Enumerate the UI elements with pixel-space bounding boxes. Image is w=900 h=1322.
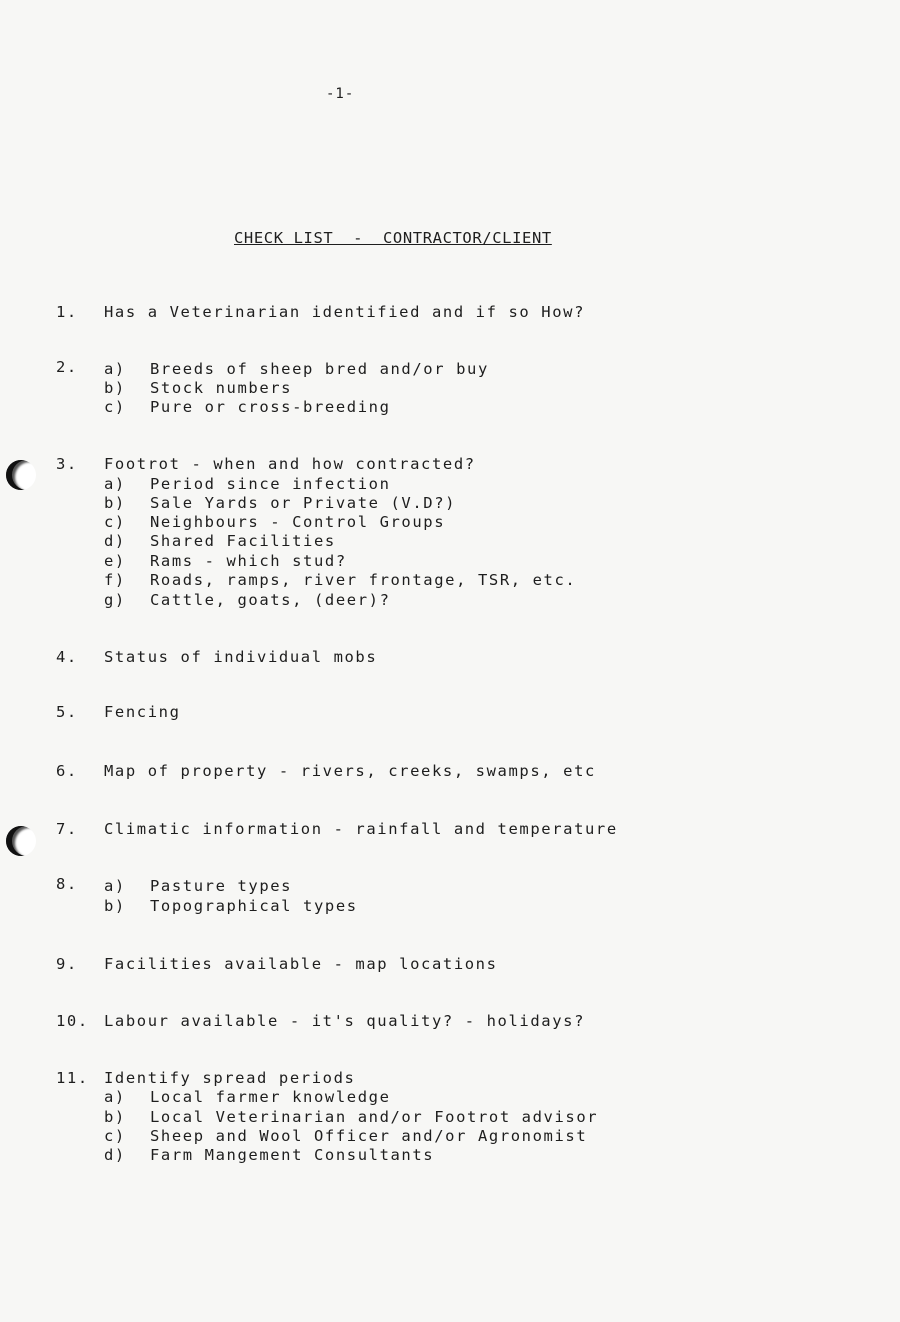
item-number: 7.: [56, 820, 78, 838]
item-number: 5.: [56, 703, 78, 721]
sub-item-letter: b): [104, 379, 126, 397]
sub-item-text: Cattle, goats, (deer)?: [150, 591, 391, 609]
sub-item-text: Sheep and Wool Officer and/or Agronomist: [150, 1127, 588, 1145]
sub-item-text: Local farmer knowledge: [150, 1088, 391, 1106]
sub-item-text: Stock numbers: [150, 379, 293, 397]
item-text: Facilities available - map locations: [104, 955, 498, 973]
sub-item-letter: a): [104, 877, 126, 895]
sub-item-text: Shared Facilities: [150, 532, 336, 550]
sub-item-letter: c): [104, 513, 126, 531]
sub-item-text: Period since infection: [150, 475, 391, 493]
sub-item-text: Rams - which stud?: [150, 552, 347, 570]
sub-item-8a: [104, 877, 292, 895]
sub-item-11b: [104, 1108, 598, 1126]
sub-item-letter: a): [104, 475, 126, 493]
item-number: 11.: [56, 1069, 89, 1087]
sub-item-11a: [104, 1088, 391, 1106]
sub-item-letter: a): [104, 1088, 126, 1106]
sub-item-letter: a): [104, 360, 126, 378]
item-number: 3.: [56, 455, 78, 473]
item-number: 4.: [56, 648, 78, 666]
item-number: 10.: [56, 1012, 89, 1030]
sub-item-text: Local Veterinarian and/or Footrot advisor: [150, 1108, 599, 1126]
sub-item-letter: d): [104, 1146, 126, 1164]
sub-item-letter: b): [104, 494, 126, 512]
sub-item-3g: [104, 591, 391, 609]
document-title: CHECK LIST - CONTRACTOR/CLIENT: [234, 229, 552, 247]
punch-hole-bottom: [6, 826, 36, 856]
sub-item-text: Roads, ramps, river frontage, TSR, etc.: [150, 571, 577, 589]
item-text: Climatic information - rainfall and temperature: [104, 820, 618, 838]
sub-item-letter: c): [104, 398, 126, 416]
item-number: 2.: [56, 358, 78, 376]
sub-item-text: Topographical types: [150, 897, 358, 915]
sub-item-2a: [104, 360, 489, 378]
sub-item-text: Pure or cross-breeding: [150, 398, 391, 416]
sub-item-3a: [104, 475, 391, 493]
sub-item-2c: [104, 398, 391, 416]
item-text: Labour available - it's quality? - holidays?: [104, 1012, 585, 1030]
item-number: 1.: [56, 303, 78, 321]
sub-item-text: Breeds of sheep bred and/or buy: [150, 360, 489, 378]
sub-item-text: Farm Mangement Consultants: [150, 1146, 435, 1164]
page-number: -1-: [326, 86, 355, 102]
item-text: Status of individual mobs: [104, 648, 378, 666]
sub-item-3f: [104, 571, 576, 589]
sub-item-3e: [104, 552, 347, 570]
sub-item-3b: [104, 494, 456, 512]
item-text: Map of property - rivers, creeks, swamps, etc: [104, 762, 596, 780]
item-number: 6.: [56, 762, 78, 780]
sub-item-8b: [104, 897, 358, 915]
sub-item-3d: [104, 532, 336, 550]
sub-item-letter: e): [104, 552, 126, 570]
item-number: 8.: [56, 875, 78, 893]
item-number: 9.: [56, 955, 78, 973]
item-text: Fencing: [104, 703, 181, 721]
sub-item-letter: c): [104, 1127, 126, 1145]
sub-item-text: Sale Yards or Private (V.D?): [150, 494, 457, 512]
sub-item-3c: [104, 513, 445, 531]
sub-item-letter: b): [104, 1108, 126, 1126]
sub-item-letter: b): [104, 897, 126, 915]
item-text: Identify spread periods: [104, 1069, 356, 1087]
item-text: Has a Veterinarian identified and if so How?: [104, 303, 585, 321]
sub-item-text: Pasture types: [150, 877, 293, 895]
sub-item-11d: [104, 1146, 434, 1164]
sub-item-letter: g): [104, 591, 126, 609]
sub-item-text: Neighbours - Control Groups: [150, 513, 446, 531]
sub-item-letter: f): [104, 571, 126, 589]
item-text: Footrot - when and how contracted?: [104, 455, 476, 473]
sub-item-11c: [104, 1127, 587, 1145]
sub-item-letter: d): [104, 532, 126, 550]
sub-item-2b: [104, 379, 292, 397]
punch-hole-top: [6, 460, 36, 490]
